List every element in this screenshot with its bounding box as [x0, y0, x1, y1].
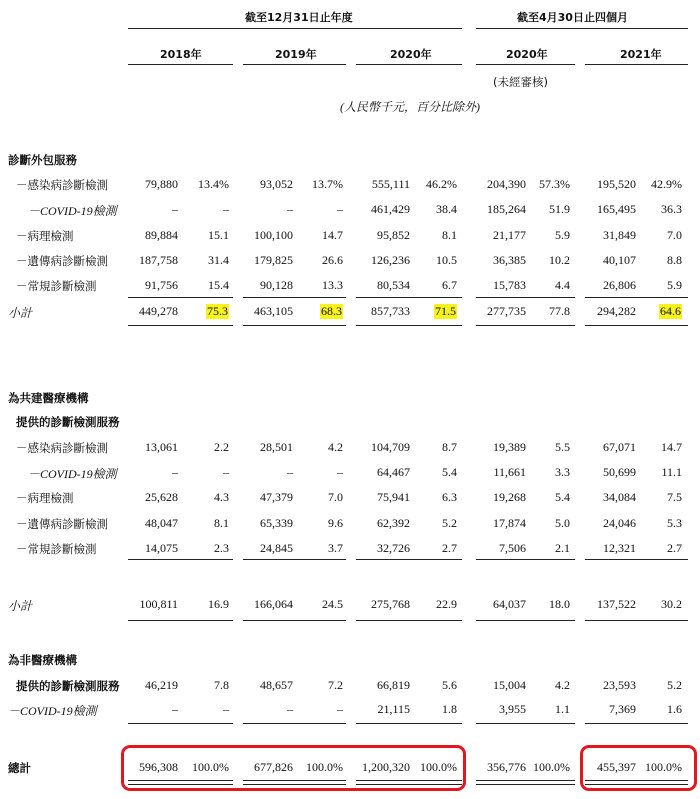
- table-cell: 185,264: [487, 202, 526, 216]
- table-cell: –: [172, 465, 178, 479]
- table-cell: 5.2: [442, 516, 457, 530]
- table-cell: 68.3: [321, 304, 342, 318]
- table-cell: 18.0: [549, 597, 570, 611]
- table-cell: –: [223, 702, 229, 716]
- table-cell: 166,064: [254, 597, 293, 611]
- table-cell: 100,811: [139, 597, 178, 611]
- table-rule: [356, 559, 462, 560]
- table-cell: 455,397: [597, 760, 636, 774]
- table-cell: 26,806: [603, 278, 636, 292]
- table-cell: 40,107: [603, 253, 636, 267]
- table-cell: 75.3: [207, 304, 228, 318]
- table-cell: 24.5: [322, 597, 343, 611]
- table-cell: 14.7: [322, 228, 343, 242]
- table-cell: 26.6: [322, 253, 343, 267]
- table-cell: 19,389: [493, 440, 526, 454]
- table-rule: [128, 723, 233, 724]
- table-rule: [476, 297, 575, 298]
- table-cell: 100.0%: [306, 760, 343, 774]
- table-rule: [356, 297, 462, 298]
- table-cell: 7.2: [328, 678, 343, 692]
- table-rule: [243, 559, 346, 560]
- table-rule: [243, 297, 346, 298]
- row-label: －COVID-19檢測: [28, 467, 117, 481]
- table-cell: 13.3: [322, 278, 343, 292]
- section-title: 為共建醫療機構: [8, 391, 89, 405]
- table-cell: 15.1: [208, 228, 229, 242]
- table-cell: 32,726: [377, 541, 410, 555]
- table-rule: [476, 723, 575, 724]
- table-rule: [243, 325, 346, 326]
- table-cell: 71.5: [435, 304, 456, 318]
- table-cell: 2.7: [442, 541, 457, 555]
- table-cell: –: [287, 202, 293, 216]
- row-label: －感染病診斷檢測: [16, 178, 108, 192]
- table-cell: 66,819: [377, 678, 410, 692]
- table-cell: 46,219: [145, 678, 178, 692]
- table-cell: 93,052: [260, 177, 293, 191]
- table-cell: 67,071: [603, 440, 636, 454]
- table-rule: [128, 325, 233, 326]
- table-cell: 2.7: [667, 541, 682, 555]
- table-cell: 14,075: [145, 541, 178, 555]
- table-cell: 5.9: [555, 228, 570, 242]
- table-cell: 7.5: [667, 490, 682, 504]
- table-cell: –: [223, 465, 229, 479]
- table-rule: [476, 559, 575, 560]
- table-cell: 7,506: [499, 541, 526, 555]
- header-group-full-year: 截至12月31日止年度: [245, 11, 353, 24]
- table-cell: 6.7: [442, 278, 457, 292]
- row-label: －病理檢測: [16, 229, 74, 243]
- table-cell: 100.0%: [420, 760, 457, 774]
- table-cell: 13.7%: [312, 177, 343, 191]
- year-rule: [585, 64, 688, 65]
- row-label: －COVID-19檢測: [28, 204, 117, 218]
- table-cell: 38.4: [436, 202, 457, 216]
- table-cell: 2.3: [214, 541, 229, 555]
- table-cell: 4.4: [555, 278, 570, 292]
- table-rule: [356, 620, 462, 621]
- table-cell: –: [337, 202, 343, 216]
- table-cell: 64.6: [660, 304, 681, 318]
- table-cell: 126,236: [371, 253, 410, 267]
- table-cell: 5.2: [667, 678, 682, 692]
- table-cell: 555,111: [371, 177, 410, 191]
- table-cell: 4.2: [328, 440, 343, 454]
- table-cell: 5.3: [667, 516, 682, 530]
- table-cell: 7.8: [214, 678, 229, 692]
- row-label: －病理檢測: [16, 491, 74, 505]
- highlight-box: [121, 745, 466, 791]
- table-rule: [243, 620, 346, 621]
- table-cell: 14.7: [661, 440, 682, 454]
- table-cell: 22.9: [436, 597, 457, 611]
- year-header: 2019年: [275, 48, 317, 61]
- table-cell: 1.6: [667, 702, 682, 716]
- row-label: －遺傳病診斷檢測: [16, 254, 108, 268]
- year-header: 2020年: [506, 48, 548, 61]
- table-cell: –: [172, 702, 178, 716]
- table-rule: [585, 723, 688, 724]
- table-cell: 8.1: [442, 228, 457, 242]
- table-cell: 179,825: [254, 253, 293, 267]
- table-cell: 1,200,320: [362, 760, 410, 774]
- table-cell: 275,768: [371, 597, 410, 611]
- table-cell: 7.0: [667, 228, 682, 242]
- table-cell: 3,955: [499, 702, 526, 716]
- row-label: －常規診斷檢測: [16, 542, 97, 556]
- table-rule: [476, 780, 575, 781]
- table-rule: [476, 620, 575, 621]
- table-cell: 15.4: [208, 278, 229, 292]
- table-cell: 15,004: [493, 678, 526, 692]
- row-label: －感染病診斷檢測: [16, 441, 108, 455]
- table-cell: 596,308: [139, 760, 178, 774]
- year-header: 2020年: [390, 48, 432, 61]
- table-rule: [243, 723, 346, 724]
- table-cell: 6.3: [442, 490, 457, 504]
- section-title: 為非醫療機構: [8, 653, 77, 667]
- table-rule: [585, 620, 688, 621]
- year-header: 2021年: [620, 48, 662, 61]
- row-label: －遺傳病診斷檢測: [16, 517, 108, 531]
- table-cell: 24,046: [603, 516, 636, 530]
- table-cell: 356,776: [487, 760, 526, 774]
- table-cell: 13.4%: [198, 177, 229, 191]
- table-rule: [476, 325, 575, 326]
- table-cell: 31.4: [208, 253, 229, 267]
- section-title: 診斷外包服務: [8, 153, 77, 167]
- table-cell: –: [337, 702, 343, 716]
- table-cell: 23,593: [603, 678, 636, 692]
- table-cell: 24,845: [260, 541, 293, 555]
- table-cell: 195,520: [597, 177, 636, 191]
- table-cell: 51.9: [549, 202, 570, 216]
- table-cell: –: [172, 202, 178, 216]
- table-cell: 34,084: [603, 490, 636, 504]
- table-rule: [128, 297, 233, 298]
- table-cell: 17,874: [493, 516, 526, 530]
- table-cell: –: [287, 702, 293, 716]
- table-cell: 48,657: [260, 678, 293, 692]
- table-cell: 5.9: [667, 278, 682, 292]
- table-cell: 5.4: [442, 465, 457, 479]
- table-cell: 8.8: [667, 253, 682, 267]
- table-cell: 57.3%: [539, 177, 570, 191]
- table-cell: 25,628: [145, 490, 178, 504]
- table-cell: 12,321: [603, 541, 636, 555]
- year-rule: [356, 64, 462, 65]
- table-cell: 10.5: [436, 253, 457, 267]
- table-cell: 3.7: [328, 541, 343, 555]
- table-cell: 461,429: [371, 202, 410, 216]
- table-rule: [585, 297, 688, 298]
- table-cell: 19,268: [493, 490, 526, 504]
- table-cell: 31,849: [603, 228, 636, 242]
- table-cell: 95,852: [377, 228, 410, 242]
- table-rule: [356, 723, 462, 724]
- table-cell: 65,339: [260, 516, 293, 530]
- table-cell: 449,278: [139, 304, 178, 318]
- table-cell: 75,941: [377, 490, 410, 504]
- table-cell: 277,735: [487, 304, 526, 318]
- table-cell: 64,037: [493, 597, 526, 611]
- table-rule: [585, 559, 688, 560]
- row-label: －常規診斷檢測: [16, 279, 97, 293]
- table-cell: 204,390: [487, 177, 526, 191]
- table-cell: 77.8: [549, 304, 570, 318]
- table-cell: 48,047: [145, 516, 178, 530]
- table-cell: 46.2%: [426, 177, 457, 191]
- year-header: 2018年: [160, 48, 202, 61]
- table-cell: 91,756: [145, 278, 178, 292]
- table-cell: 64,467: [377, 465, 410, 479]
- table-rule: [585, 325, 688, 326]
- header-rule: [128, 28, 462, 29]
- table-cell: 677,826: [254, 760, 293, 774]
- table-cell: 104,709: [371, 440, 410, 454]
- table-cell: –: [337, 465, 343, 479]
- unit-note: (人民幣千元，百分比除外): [340, 100, 480, 114]
- table-cell: 5.4: [555, 490, 570, 504]
- table-cell: 7,369: [609, 702, 636, 716]
- table-cell: 13,061: [145, 440, 178, 454]
- table-cell: 80,534: [377, 278, 410, 292]
- table-cell: –: [223, 202, 229, 216]
- table-cell: 47,379: [260, 490, 293, 504]
- table-cell: –: [287, 465, 293, 479]
- highlight-box: [580, 745, 697, 791]
- table-cell: 15,783: [493, 278, 526, 292]
- table-cell: 36.3: [661, 202, 682, 216]
- section-subtitle: 提供的診斷檢測服務: [16, 415, 120, 429]
- row-label: －COVID-19檢測: [8, 704, 97, 718]
- table-cell: 10.2: [549, 253, 570, 267]
- table-cell: 4.2: [555, 678, 570, 692]
- table-cell: 28,501: [260, 440, 293, 454]
- row-label: 總計: [8, 761, 31, 775]
- table-cell: 3.3: [555, 465, 570, 479]
- year-rule: [476, 64, 575, 65]
- table-cell: 100.0%: [533, 760, 570, 774]
- table-cell: 9.6: [328, 516, 343, 530]
- table-cell: 100.0%: [645, 760, 682, 774]
- table-cell: 187,758: [139, 253, 178, 267]
- header-rule: [476, 28, 688, 29]
- table-rule: [356, 325, 462, 326]
- table-cell: 42.9%: [651, 177, 682, 191]
- table-cell: 5.6: [442, 678, 457, 692]
- table-cell: 90,128: [260, 278, 293, 292]
- table-rule: [476, 784, 575, 785]
- table-cell: 11,661: [493, 465, 526, 479]
- table-cell: 8.1: [214, 516, 229, 530]
- header-group-four-month: 截至4月30日止四個月: [517, 11, 628, 24]
- table-cell: 5.5: [555, 440, 570, 454]
- table-cell: 2.2: [214, 440, 229, 454]
- table-cell: 100,100: [254, 228, 293, 242]
- table-cell: 463,105: [254, 304, 293, 318]
- table-cell: 21,115: [377, 702, 410, 716]
- table-cell: 7.0: [328, 490, 343, 504]
- table-cell: 294,282: [597, 304, 636, 318]
- table-cell: 8.7: [442, 440, 457, 454]
- row-label: 提供的診斷檢測服務: [16, 679, 120, 693]
- table-cell: 30.2: [661, 597, 682, 611]
- table-cell: 5.0: [555, 516, 570, 530]
- table-cell: 4.3: [214, 490, 229, 504]
- table-cell: 11.1: [661, 465, 682, 479]
- table-cell: 137,522: [597, 597, 636, 611]
- table-cell: 2.1: [555, 541, 570, 555]
- table-cell: 1.1: [555, 702, 570, 716]
- row-label: 小計: [8, 306, 33, 320]
- table-cell: 165,495: [597, 202, 636, 216]
- table-cell: 1.8: [442, 702, 457, 716]
- table-cell: 50,699: [603, 465, 636, 479]
- year-rule: [243, 64, 346, 65]
- table-cell: 62,392: [377, 516, 410, 530]
- table-cell: 79,880: [145, 177, 178, 191]
- unaudited-note: (未經審核): [493, 75, 548, 89]
- table-cell: 16.9: [208, 597, 229, 611]
- row-label: 小計: [8, 599, 33, 613]
- table-cell: 100.0%: [192, 760, 229, 774]
- year-rule: [128, 64, 233, 65]
- table-cell: 21,177: [493, 228, 526, 242]
- table-cell: 89,884: [145, 228, 178, 242]
- table-cell: 857,733: [371, 304, 410, 318]
- table-rule: [128, 559, 233, 560]
- table-rule: [128, 620, 233, 621]
- table-cell: 36,385: [493, 253, 526, 267]
